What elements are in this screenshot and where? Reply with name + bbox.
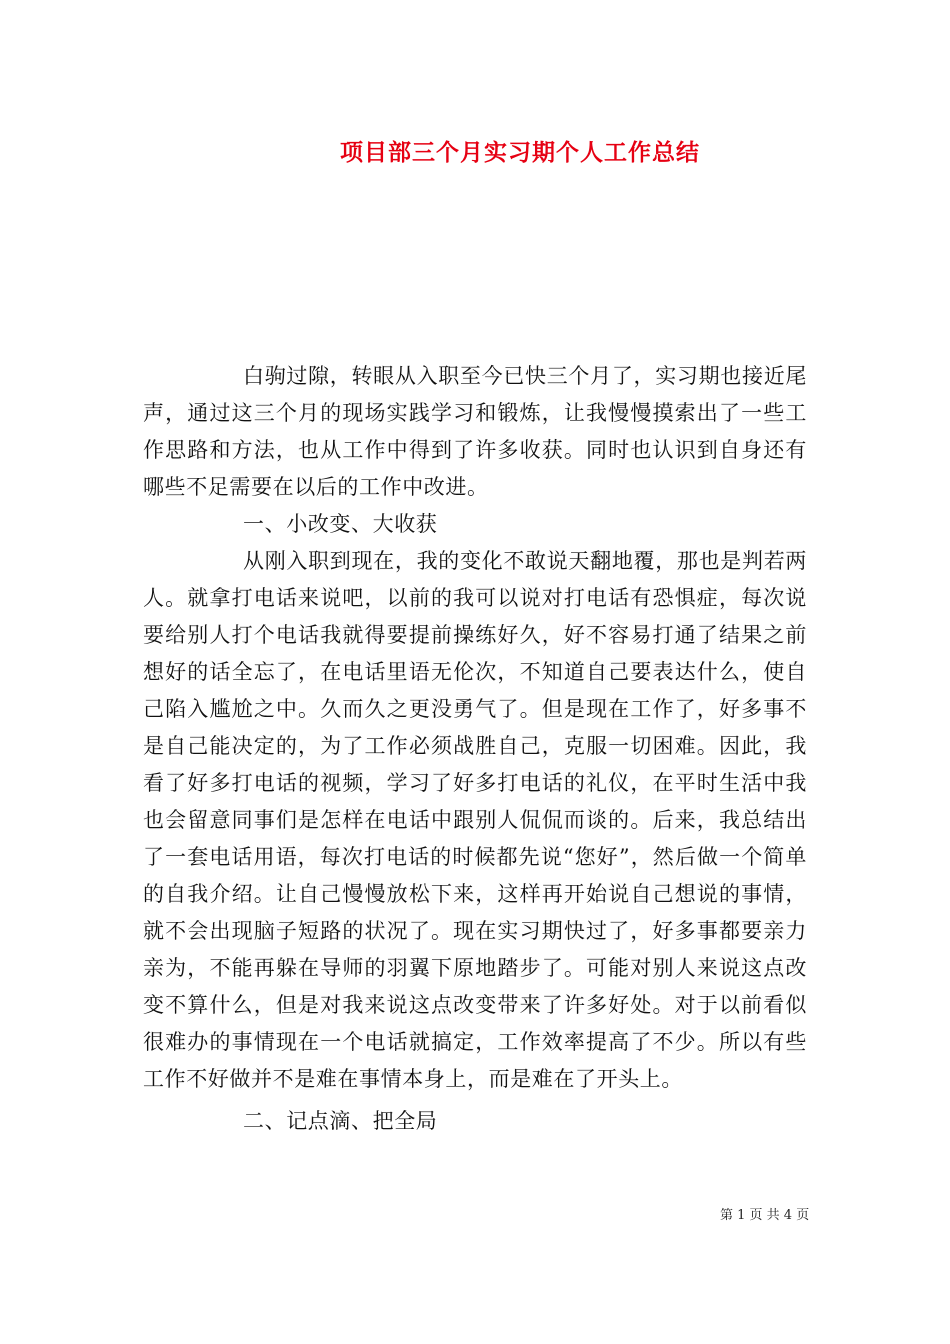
section-heading-2: 二、记点滴、把全局 bbox=[243, 1109, 438, 1133]
document-title: 项目部三个月实习期个人工作总结 bbox=[340, 139, 700, 166]
document-body bbox=[143, 358, 807, 1140]
paragraph-section-1: 从刚入职到现在，我的变化不敢说天翻地覆，那也是判若两人。就拿打电话来说吧，以前的我可以说对打电话有恐惧症，每次说要给别人打个电话我就得要提前操练好久，好不容易打通了结果之前想好的话全忘了，在电话里语无伦次，不知道自己要表达什么，使自己陷入尴尬之中。久而久之更没勇气了。但是现在工作了，好多事不是自己能决定的，为了工作必须战胜自己，克服一切困难。因此，我看了好多打电话的视频，学习了好多打电话的礼仪，在平时生活中我也会留意同事们是怎样在电话中跟别人侃侃而谈的。后来，我总结出了一套电话用语，每次打电话的时候都先说“您好”，然后做一个简单的自我介绍。让自己慢慢放松下来，这样再开始说自己想说的事情，就不会出现脑子短路的状况了。现在实习期快过了，好多事都要亲力亲为，不能再躲在导师的羽翼下原地踏步了。可能对别人来说这点改变不算什么，但是对我来说这点改变带来了许多好处。对于以前看似很难办的事情现在一个电话就搞定，工作效率提高了不少。所以有些工作不好做并不是难在事情本身上，而是难在了开头上。 bbox=[143, 549, 807, 1091]
paragraph-intro: 白驹过隙，转眼从入职至今已快三个月了，实习期也接近尾声，通过这三个月的现场实践学习和锻炼，让我慢慢摸索出了一些工作思路和方法，也从工作中得到了许多收获。同时也认识到自身还有哪些不足需要在以后的工作中改进。 bbox=[143, 364, 807, 499]
page-number-footer: 第 1 页 共 4 页 bbox=[720, 1208, 810, 1223]
section-heading-1: 一、小改变、大收获 bbox=[243, 512, 438, 536]
